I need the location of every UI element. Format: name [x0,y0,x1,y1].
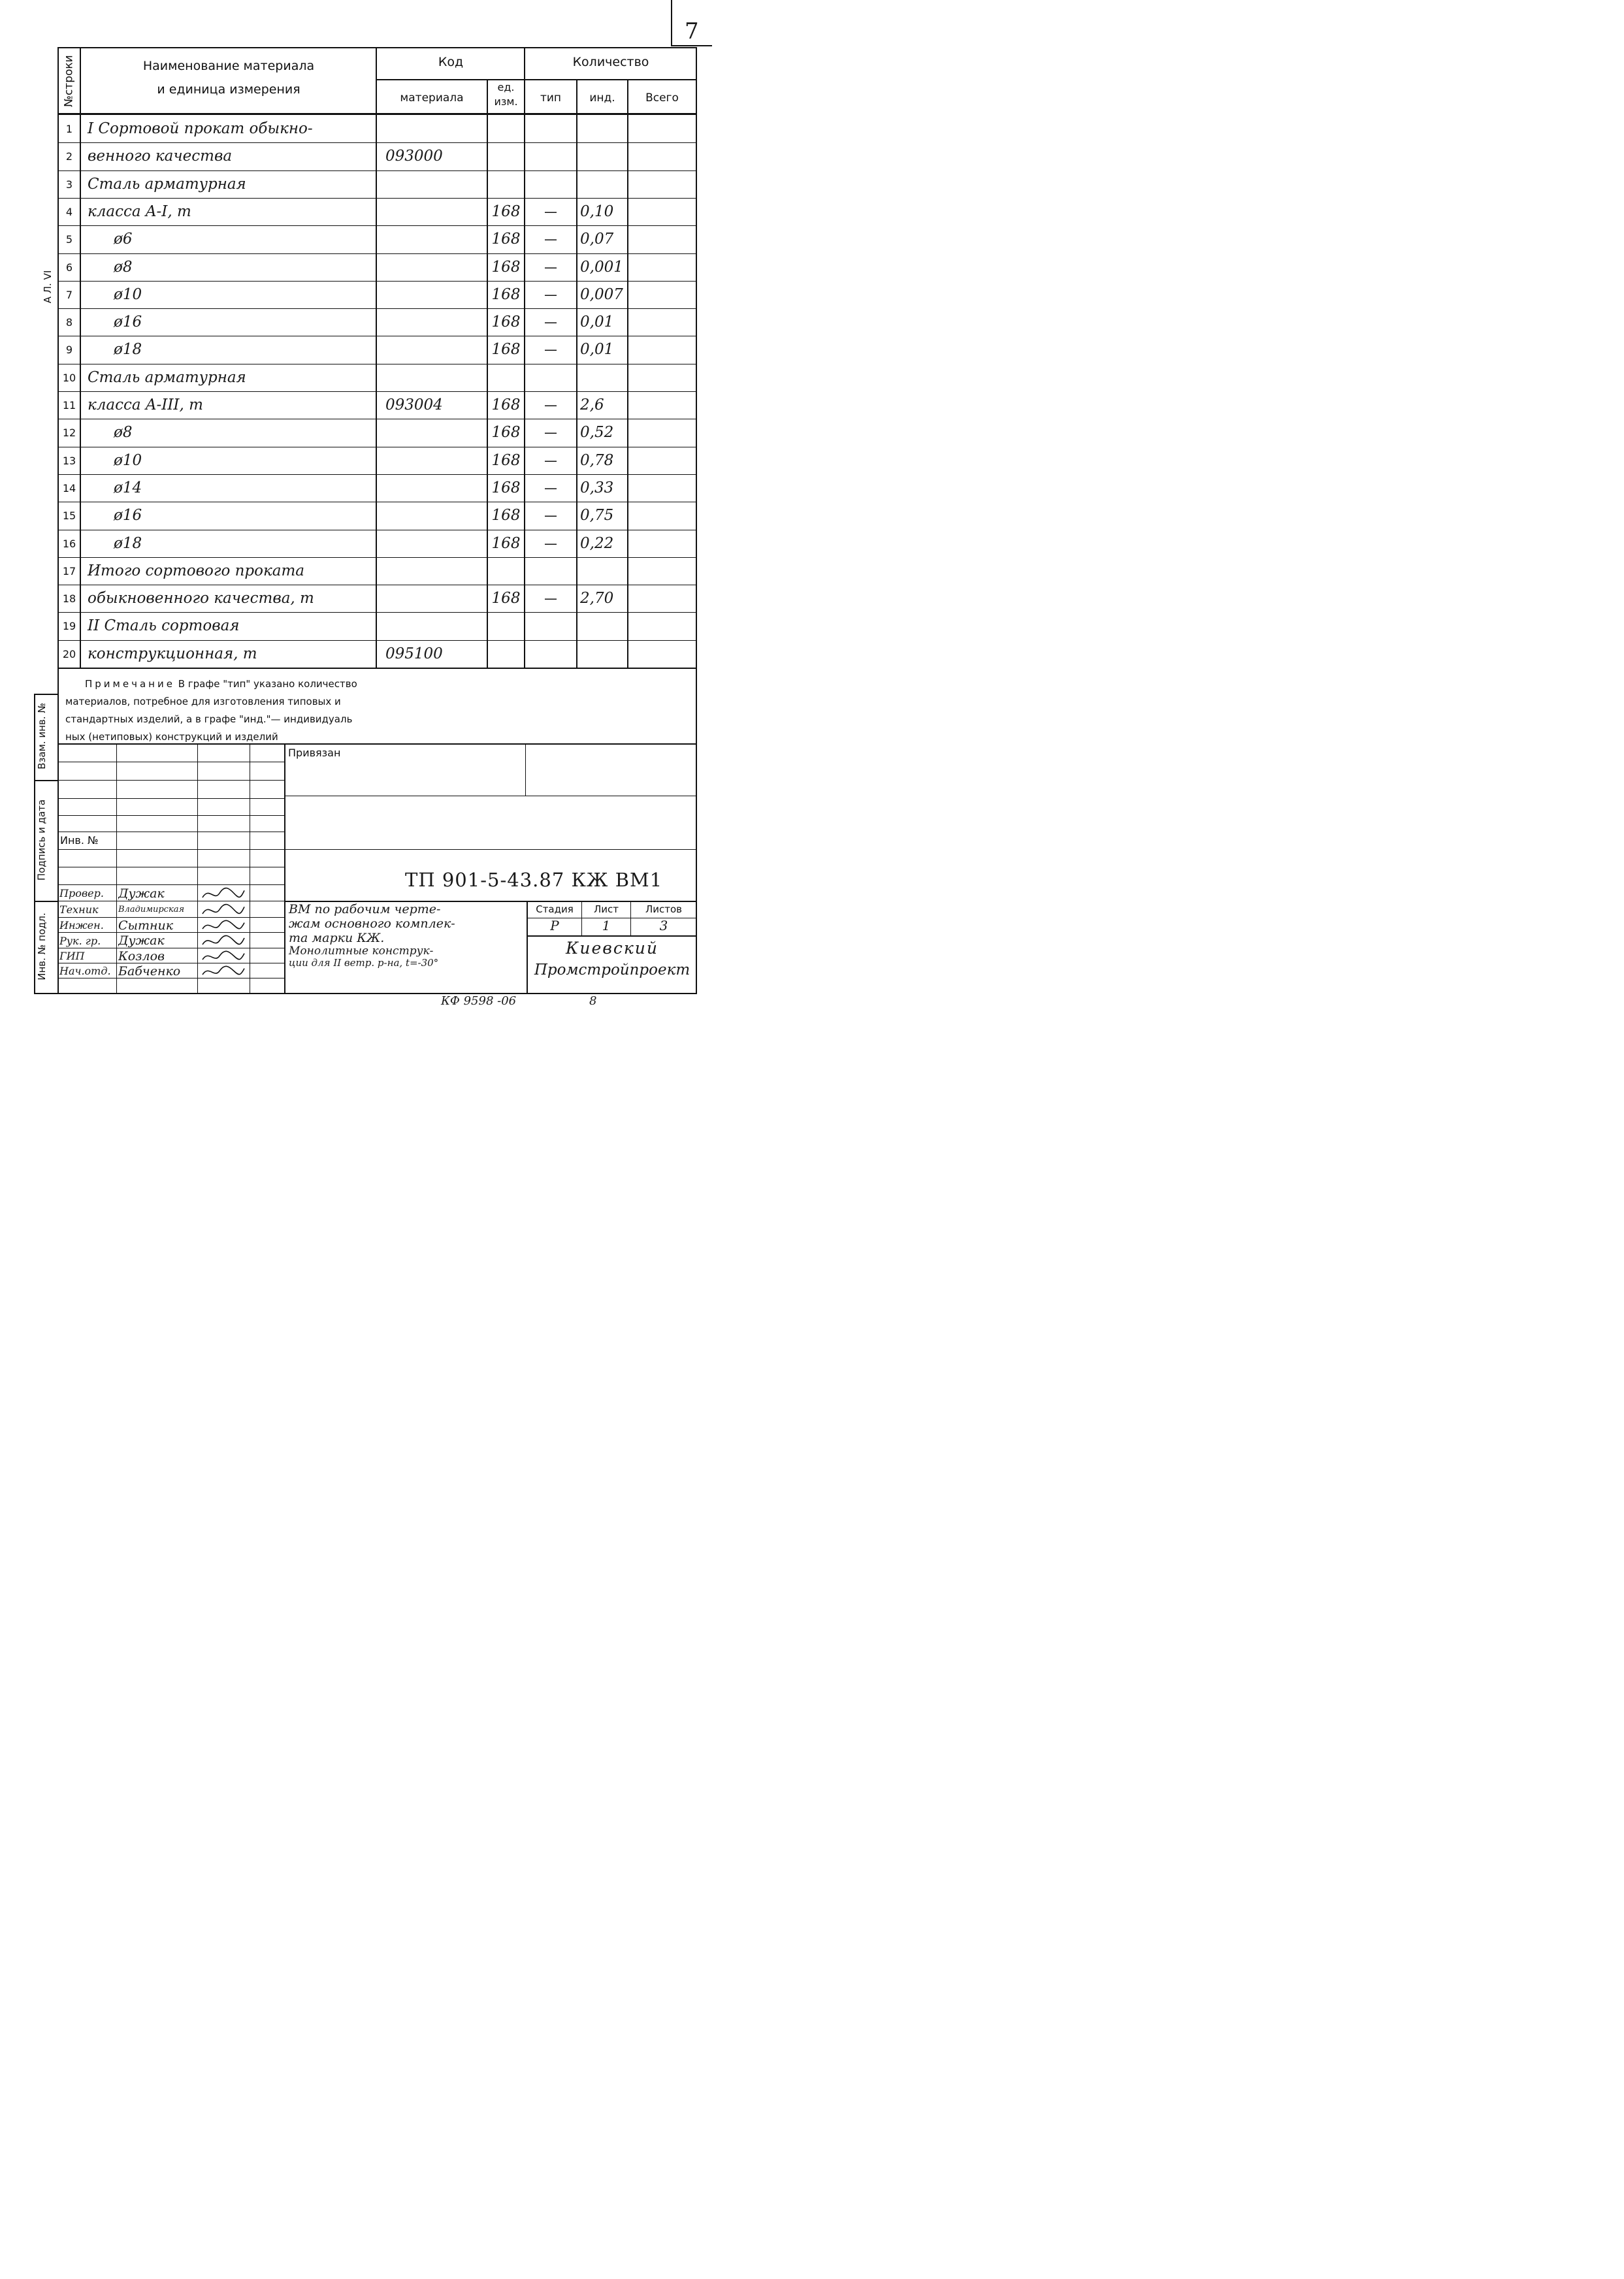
material-name: ø16 [114,314,142,331]
material-name: ø8 [114,424,133,441]
signer-name: Дужак [118,886,165,901]
unit-code: 168 [491,479,521,496]
quantity-ind [580,640,627,668]
quantity-type: — [544,204,557,219]
unit-code: 168 [491,424,521,441]
drawing-title-line1: ВМ по рабочим черте- [289,902,441,916]
note [65,675,431,746]
quantity-type: — [544,453,557,468]
signer-name: Козлов [118,948,165,963]
unit-code: 168 [491,259,521,276]
unit-code: 168 [491,507,521,524]
quantity-ind [580,142,627,170]
quantity-ind: 0,33 [580,479,614,496]
note-line1: В графе "тип" указано количество [178,678,357,690]
row-number: 20 [62,647,76,660]
unit-code [488,142,524,170]
quantity-ind: 0,52 [580,424,614,441]
unit-code: 168 [491,286,521,303]
quantity-ind [580,557,627,585]
note-line2: материалов, потребное для изготовления типовых и [65,696,341,707]
material-name: ø16 [114,507,142,524]
signer-name: Сытник [118,918,174,933]
drawing-title-line5: ции для II ветр. р-на, t=-30° [289,957,439,969]
quantity-ind: 0,10 [580,203,614,220]
header-total: Всего [645,91,679,105]
material-code: 093000 [385,148,443,165]
row-number: 17 [62,564,76,577]
row-number: 15 [62,509,76,522]
material-name: класса A-III, т [88,396,203,413]
quantity-ind: 2,6 [580,396,604,413]
sheet-label: Лист [593,903,619,915]
row-number: 19 [62,619,76,632]
quantity-ind [580,170,627,198]
unit-code [488,364,524,391]
material-code [385,557,483,585]
material-code [385,419,483,446]
footer-code: КФ 9598 -06 [441,994,517,1008]
quantity-type: — [544,231,557,247]
signer-role: ГИП [59,950,85,962]
row-number: 1 [65,122,73,135]
row-number: 9 [65,343,73,356]
side-label-vzam: Взам. инв. № [36,703,48,769]
material-code [385,253,483,281]
material-name: ø8 [114,259,133,276]
quantity-type: — [544,590,557,606]
unit-code: 168 [491,535,521,552]
signer-name: Бабченко [118,963,181,978]
quantity-type: — [544,287,557,302]
signature-icon [200,948,246,963]
quantity-type: — [544,342,557,357]
row-number: 5 [65,233,73,246]
material-name: ø10 [114,286,142,303]
row-number: 18 [62,592,76,605]
side-label-inv-podl: Инв. № подл. [36,913,48,980]
page-number: 7 [685,18,699,44]
header-quantity: Количество [572,55,649,69]
signer-name: Владимирская [118,905,185,914]
quantity-type: — [544,259,557,275]
unit-code: 168 [491,590,521,607]
quantity-type [525,170,576,198]
material-name: ø10 [114,452,142,469]
material-name: Сталь арматурная [88,369,246,386]
row-number: 14 [62,481,76,494]
material-code [385,474,483,502]
sheets-value: 3 [659,918,668,933]
drawing-title-line4: Монолитные конструк- [289,945,434,958]
header-name-line2: и единица измерения [157,82,300,97]
quantity-type: — [544,508,557,523]
material-code [385,502,483,529]
quantity-type [525,364,576,391]
row-number: 16 [62,537,76,550]
signature-icon [200,963,246,978]
drawing-title-line3: та марки КЖ. [289,931,385,945]
material-name: ø18 [114,535,142,552]
header-type: тип [540,91,562,105]
signature-icon [200,901,246,918]
unit-code: 168 [491,341,521,358]
signer-name: Дужак [118,933,165,948]
material-name: II Сталь сортовая [88,617,240,634]
material-name: обыкновенного качества, т [88,590,314,607]
quantity-type: — [544,480,557,496]
header-name-line1: Наименование материала [142,59,315,73]
side-label-podpis: Подпись и дата [35,799,48,881]
material-code: 093004 [385,396,443,413]
row-number: 8 [65,315,73,329]
quantity-ind: 0,001 [580,259,623,276]
organization-line2: Промстройпроект [534,962,690,978]
signer-role: Нач.отд. [59,965,111,977]
drawing-title-line2: жам основного комплек- [289,916,455,931]
quantity-ind [580,115,627,142]
unit-code [488,170,524,198]
quantity-ind: 0,007 [580,286,623,303]
quantity-ind: 2,70 [580,590,614,607]
quantity-type: — [544,536,557,551]
material-code [385,170,483,198]
material-code [385,225,483,253]
row-number: 4 [65,205,73,218]
header-code: Код [438,55,464,69]
unit-code: 168 [491,396,521,413]
stage-label: Стадия [536,903,574,915]
material-code [385,530,483,557]
stage-value: Р [550,918,559,933]
unit-code [488,557,524,585]
sheets-label: Листов [645,903,683,915]
row-number: 3 [65,178,73,191]
signature-icon [200,918,246,933]
organization-line1: Киевский [566,939,658,958]
signature-icon [200,933,246,948]
row-number: 2 [65,150,73,163]
signer-role: Техник [59,903,99,916]
material-name: класса A-I, т [88,203,191,220]
quantity-ind [580,364,627,391]
quantity-type [525,142,576,170]
sheet-value: 1 [602,918,611,933]
header-material: материала [400,91,464,105]
quantity-type [525,557,576,585]
material-code [385,198,483,225]
quantity-type [525,115,576,142]
material-name: ø6 [114,231,133,248]
row-number: 11 [62,398,76,412]
quantity-ind: 0,01 [580,341,614,358]
signature-icon [200,885,246,901]
material-code: 095100 [385,645,443,662]
signer-role: Рук. гр. [59,934,101,947]
material-name: I Сортовой прокат обыкно- [88,120,313,137]
material-name: венного качества [88,148,233,165]
material-code [385,612,483,639]
quantity-type: — [544,397,557,413]
unit-code: 168 [491,203,521,220]
material-code [385,281,483,308]
signer-role: Инжен. [59,919,104,931]
row-number: 12 [62,426,76,439]
material-code [385,115,483,142]
row-number: 13 [62,454,76,467]
material-code [385,585,483,612]
header-row-number: №строки [62,55,76,107]
note-line4: ных (нетиповых) конструкций и изделий [65,731,278,743]
note-line3: стандартных изделий, а в графе "инд."— индивидуаль [65,713,353,725]
header-ind: инд. [589,91,615,105]
quantity-type [525,612,576,639]
row-number: 6 [65,261,73,274]
header-unit-line1: ед. [497,81,515,93]
quantity-ind [580,612,627,639]
quantity-type: — [544,425,557,440]
material-name: ø14 [114,479,142,496]
material-code [385,308,483,336]
quantity-ind: 0,75 [580,507,614,524]
side-mark: А Л. VI [42,270,54,304]
material-name: Итого сортового проката [88,562,304,579]
quantity-ind: 0,78 [580,452,614,469]
header-unit-line2: изм. [494,95,518,108]
unit-code: 168 [491,231,521,248]
stamp-inv-no: Инв. № [60,834,99,847]
document-designation: ТП 901-5-43.87 КЖ ВМ1 [405,869,663,891]
unit-code [488,612,524,639]
row-number: 10 [62,371,76,384]
note-label: Примечание [85,678,175,690]
row-number: 7 [65,288,73,301]
quantity-ind: 0,22 [580,535,614,552]
quantity-ind: 0,07 [580,231,614,248]
stamp-privyazan: Привязан [288,747,341,759]
material-code [385,447,483,474]
signer-role: Провер. [59,887,104,899]
unit-code [488,640,524,668]
material-name: ø18 [114,341,142,358]
material-name: Сталь арматурная [88,176,246,193]
material-code [385,336,483,363]
material-name: конструкционная, т [88,645,257,662]
quantity-ind: 0,01 [580,314,614,331]
material-code [385,364,483,391]
quantity-type: — [544,314,557,330]
unit-code: 168 [491,452,521,469]
drawing-title [289,902,455,969]
quantity-type [525,640,576,668]
unit-code [488,115,524,142]
footer-number: 8 [589,994,597,1008]
unit-code: 168 [491,314,521,331]
